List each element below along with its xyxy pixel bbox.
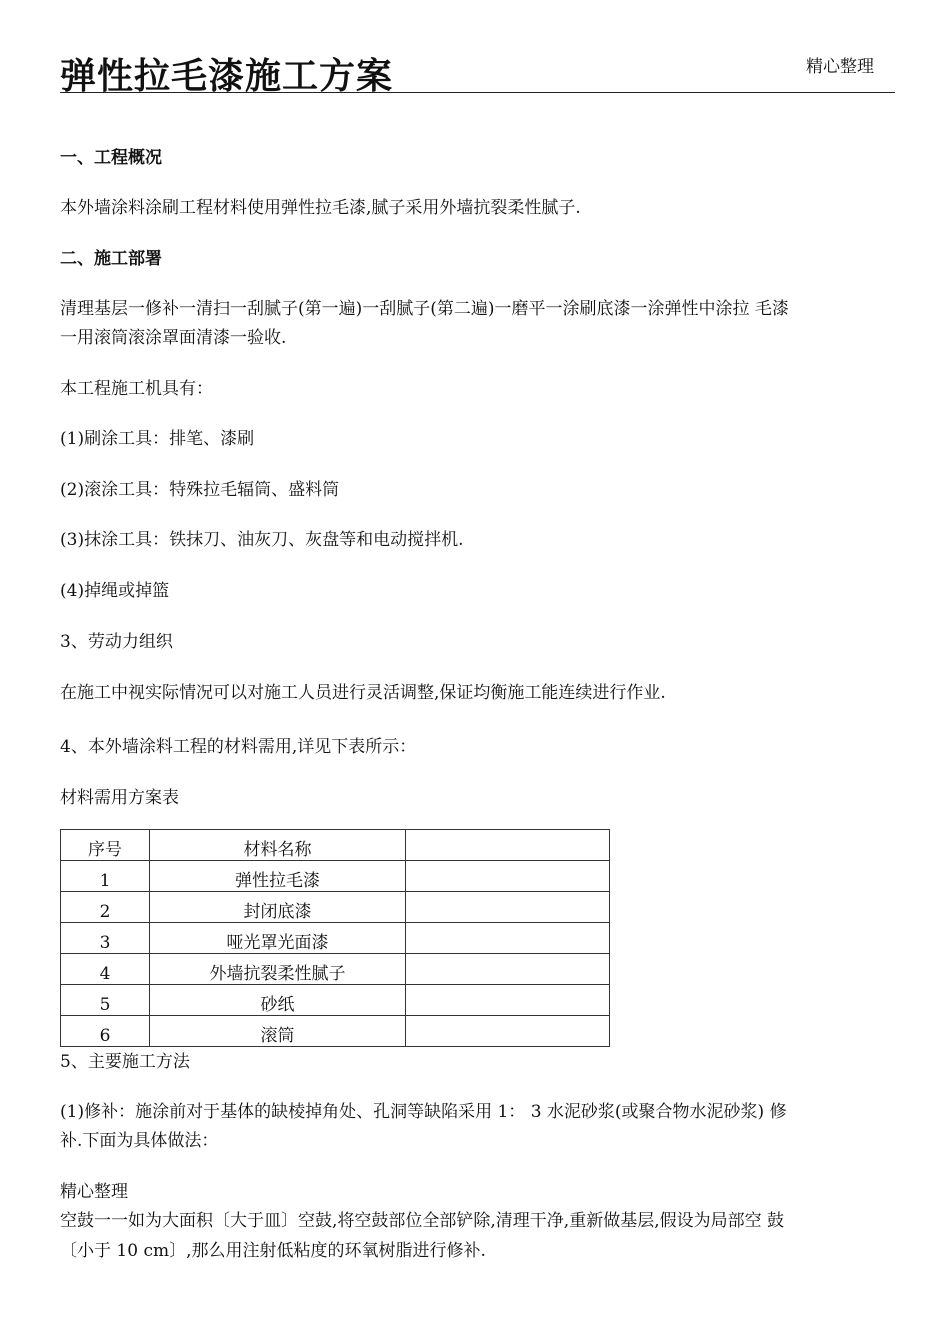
section-5-item1-line1: (1)修补：施涂前对于基体的缺棱掉角处、孔洞等缺陷采用 1： 3 水泥砂浆(或聚合物水泥砂浆) 修 [60,1102,787,1122]
tool-item-1: (1)刷涂工具：排笔、漆刷 [60,429,255,449]
section-1-text: 本外墙涂料涂刷工程材料使用弹性拉毛漆,腻子采用外墙抗裂柔性腻子. [60,198,581,218]
table-cell: 3 [61,923,150,954]
header-label: 精心整理 [806,57,874,77]
table-cell: 哑光罩光面漆 [150,923,406,954]
table-cell: 封闭底漆 [150,892,406,923]
tool-item-2: (2)滚涂工具：特殊拉毛辐筒、盛料筒 [60,480,340,500]
section-3-heading: 3、劳动力组织 [60,632,173,652]
section-5-item1-line2: 补.下面为具体做法： [60,1131,219,1151]
table-row [61,1016,610,1047]
table-header-cell: 材料名称 [150,830,406,861]
table-row [61,985,610,1016]
table-header-cell: 序号 [61,830,150,861]
section-2-text-line1: 清理基层一修补一清扫一刮腻子(第一遍)一刮腻子(第二遍)一磨平一涂刷底漆一涂弹性中涂拉 毛漆 [60,299,789,319]
table-cell [406,861,610,892]
table-cell: 5 [61,985,150,1016]
table-header-cell [406,830,610,861]
table-row [61,892,610,923]
table-row [61,861,610,892]
section-2-heading: 二、施工部署 [60,249,162,269]
table-row [61,923,610,954]
section-5-text-line2: 〔小于 10 cm〕,那么用注射低粘度的环氧树脂进行修补. [60,1241,486,1261]
table-cell [406,1016,610,1047]
document-title: 弹性拉毛漆施工方案 [60,56,394,97]
table-cell: 砂纸 [150,985,406,1016]
section-5-heading: 5、主要施工方法 [60,1052,190,1072]
table-header-row [61,830,610,861]
table-row [61,954,610,985]
table-cell: 2 [61,892,150,923]
section-5-text-line1: 空鼓一一如为大面积〔大于皿〕空鼓,将空鼓部位全部铲除,清理干净,重新做基层,假设为局部空 鼓 [60,1211,785,1231]
section-1-heading: 一、工程概况 [60,148,162,168]
table-caption: 材料需用方案表 [60,788,179,808]
table-cell [406,892,610,923]
table-cell [406,985,610,1016]
table-cell: 4 [61,954,150,985]
tool-item-3: (3)抹涂工具：铁抹刀、油灰刀、灰盘等和电动搅拌机. [60,530,464,550]
section-2-text-line2: 一用滚筒滚涂罩面清漆一验收. [60,328,287,348]
table-cell [406,923,610,954]
section-3-text: 在施工中视实际情况可以对施工人员进行灵活调整,保证均衡施工能连续进行作业. [60,683,666,703]
title-underline [60,92,895,93]
table-cell [406,954,610,985]
material-table [60,829,610,1047]
footer-label: 精心整理 [60,1182,128,1202]
tools-intro: 本工程施工机具有： [60,379,213,399]
table-cell: 外墙抗裂柔性腻子 [150,954,406,985]
tool-item-4: (4)掉绳或掉篮 [60,581,170,601]
section-4-heading: 4、本外墙涂料工程的材料需用,详见下表所示： [60,737,417,757]
table-cell: 1 [61,861,150,892]
table-cell: 弹性拉毛漆 [150,861,406,892]
table-cell: 滚筒 [150,1016,406,1047]
table-cell: 6 [61,1016,150,1047]
